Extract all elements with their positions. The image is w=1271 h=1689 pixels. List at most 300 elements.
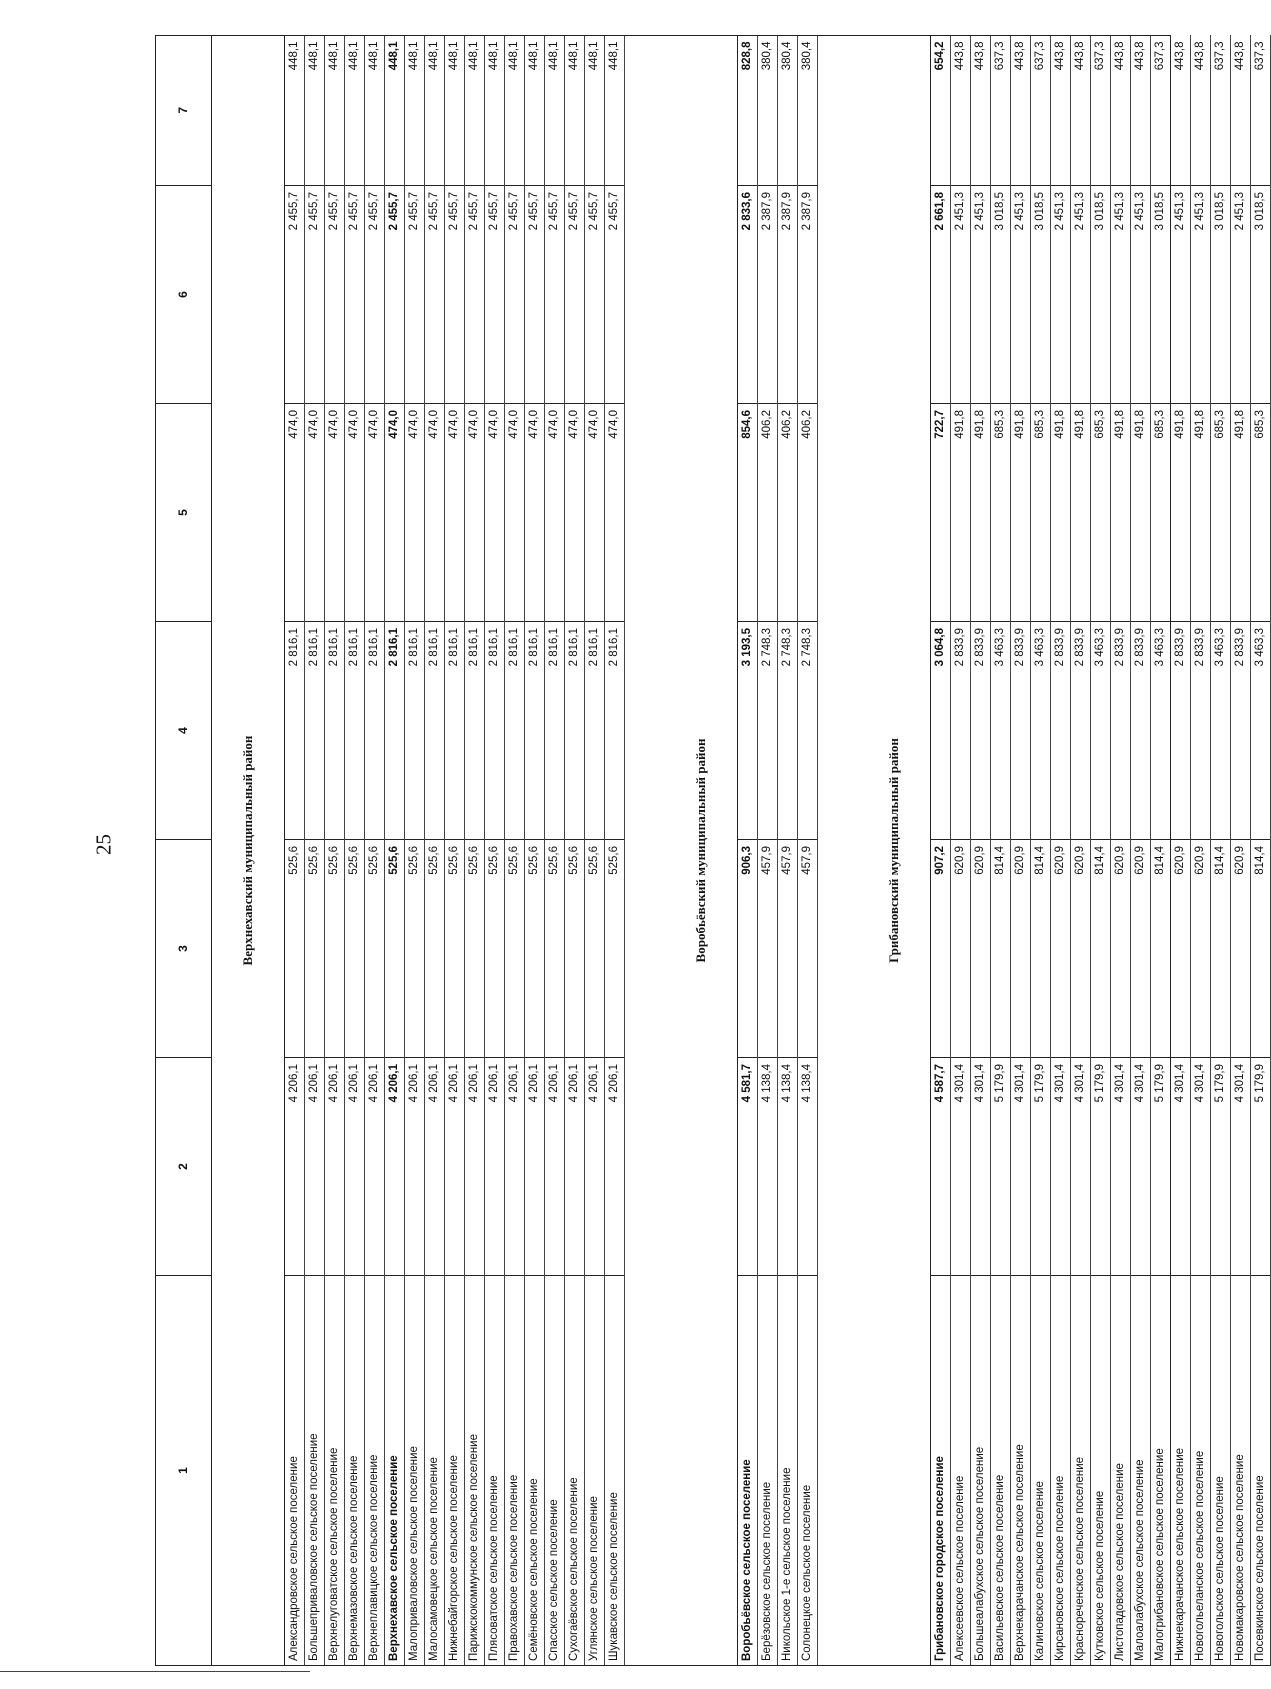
table-row [385,36,405,1666]
value-cell-c6: 2 455,7 [445,186,465,404]
value-cell-c3: 620,9 [951,840,971,1058]
table-row [365,36,385,1666]
value-cell-c7: 448,1 [465,36,485,186]
settlement-name: Верхнелуговатское сельское поселение [325,1276,345,1666]
section-title: Верхнехавский муниципальный район [240,735,255,966]
value-cell-c2: 4 206,1 [365,1058,385,1276]
value-cell-c4: 3 463,3 [1211,622,1231,840]
value-cell-c5: 491,8 [1071,404,1091,622]
value-cell-c5: 854,6 [738,404,758,622]
value-cell-c6: 2 455,7 [385,186,405,404]
value-cell-c2: 4 206,1 [385,1058,405,1276]
value-cell-c7: 380,4 [758,36,778,186]
value-cell-c7: 448,1 [505,36,525,186]
value-cell-c7: 448,1 [545,36,565,186]
settlement-name: Шукавское сельское поселение [605,1276,625,1666]
value-cell-c4: 2 833,9 [1011,622,1031,840]
table-row [931,36,951,1666]
value-cell-c3: 525,6 [525,840,545,1058]
value-cell-c2: 5 179,9 [1091,1058,1111,1276]
value-cell-c5: 474,0 [285,404,305,622]
value-cell-c2: 5 179,9 [1251,1058,1271,1276]
value-cell-c4: 3 463,3 [1091,622,1111,840]
value-cell-c3: 814,4 [1251,840,1271,1058]
settlement-name: Спасское сельское поселение [545,1276,565,1666]
value-cell-c7: 448,1 [365,36,385,186]
value-cell-c3: 457,9 [778,840,798,1058]
value-cell-c5: 491,8 [1111,404,1131,622]
value-cell-c4: 2 833,9 [1131,622,1151,840]
table-row [545,36,565,1666]
value-cell-c4: 3 463,3 [1031,622,1051,840]
value-cell-c2: 4 301,4 [1131,1058,1151,1276]
value-cell-c2: 4 301,4 [1191,1058,1211,1276]
value-cell-c4: 2 748,3 [798,622,818,840]
column-header: 2 [156,1058,212,1276]
value-cell-c7: 448,1 [605,36,625,186]
table-row [585,36,605,1666]
settlement-name: Новогольеланское сельское поселение [1191,1276,1211,1666]
value-cell-c2: 4 206,1 [305,1058,325,1276]
value-cell-c3: 620,9 [1011,840,1031,1058]
value-cell-c2: 4 206,1 [345,1058,365,1276]
settlement-name: Нижнекарачанское сельское поселение [1171,1276,1191,1666]
value-cell-c7: 448,1 [565,36,585,186]
value-cell-c4: 2 816,1 [405,622,425,840]
value-cell-c4: 2 833,9 [1171,622,1191,840]
value-cell-c6: 2 833,6 [738,186,758,404]
value-cell-c4: 2 816,1 [505,622,525,840]
value-cell-c5: 685,3 [991,404,1011,622]
value-cell-c4: 2 816,1 [565,622,585,840]
value-cell-c6: 3 018,5 [1151,186,1171,404]
settlement-name: Посевкинское сельское поселение [1251,1276,1271,1666]
settlement-name: Большеприваловское сельское поселение [305,1276,325,1666]
value-cell-c6: 2 455,7 [325,186,345,404]
value-cell-c6: 2 451,3 [971,186,991,404]
value-cell-c4: 2 816,1 [325,622,345,840]
value-cell-c4: 2 748,3 [778,622,798,840]
value-cell-c7: 443,8 [951,36,971,186]
value-cell-c7: 637,3 [1211,36,1231,186]
value-cell-c4: 2 816,1 [545,622,565,840]
value-cell-c4: 2 816,1 [525,622,545,840]
value-cell-c2: 4 206,1 [485,1058,505,1276]
value-cell-c5: 474,0 [385,404,405,622]
table-row [951,36,971,1666]
value-cell-c5: 406,2 [798,404,818,622]
table-row [778,36,798,1666]
value-cell-c5: 491,8 [1191,404,1211,622]
value-cell-c7: 828,8 [738,36,758,186]
value-cell-c5: 491,8 [1051,404,1071,622]
table-row [1131,36,1151,1666]
value-cell-c3: 620,9 [971,840,991,1058]
value-cell-c6: 2 451,3 [951,186,971,404]
value-cell-c6: 3 018,5 [1251,186,1271,404]
value-cell-c6: 2 451,3 [1051,186,1071,404]
value-cell-c4: 3 463,3 [1151,622,1171,840]
value-cell-c6: 2 661,8 [931,186,951,404]
table-row [1051,36,1071,1666]
table-row [605,36,625,1666]
value-cell-c3: 620,9 [1231,840,1251,1058]
settlement-name: Верхнеплавицкое сельское поселение [365,1276,385,1666]
section-title: Грибановский муниципальный район [886,738,901,963]
value-cell-c4: 2 833,9 [1051,622,1071,840]
table-row [305,36,325,1666]
value-cell-c5: 722,7 [931,404,951,622]
value-cell-c3: 814,4 [991,840,1011,1058]
value-cell-c5: 685,3 [1031,404,1051,622]
column-header: 4 [156,622,212,840]
value-cell-c2: 4 301,4 [971,1058,991,1276]
value-cell-c7: 443,8 [1231,36,1251,186]
value-cell-c6: 2 451,3 [1071,186,1091,404]
value-cell-c6: 2 455,7 [505,186,525,404]
table-row [345,36,365,1666]
value-cell-c4: 3 463,3 [1251,622,1271,840]
data-table [155,36,1271,1667]
value-cell-c6: 3 018,5 [1211,186,1231,404]
value-cell-c3: 525,6 [465,840,485,1058]
settlement-name: Парижскокоммунское сельское поселение [465,1276,485,1666]
value-cell-c7: 448,1 [485,36,505,186]
settlement-name: Калиновское сельское поселение [1031,1276,1051,1666]
value-cell-c7: 637,3 [1151,36,1171,186]
value-cell-c5: 474,0 [605,404,625,622]
value-cell-c4: 2 816,1 [485,622,505,840]
value-cell-c7: 637,3 [1251,36,1271,186]
bottom-rule [0,1671,310,1672]
value-cell-c5: 491,8 [1131,404,1151,622]
value-cell-c2: 4 587,7 [931,1058,951,1276]
value-cell-c5: 474,0 [485,404,505,622]
value-cell-c3: 620,9 [1071,840,1091,1058]
settlement-name: Семёновское сельское поселение [525,1276,545,1666]
settlement-name: Александровское сельское поселение [285,1276,305,1666]
value-cell-c6: 2 455,7 [585,186,605,404]
section-spacer [625,36,666,1666]
value-cell-c6: 2 451,3 [1011,186,1031,404]
value-cell-c4: 2 833,9 [1111,622,1131,840]
value-cell-c2: 4 206,1 [505,1058,525,1276]
table-row [285,36,305,1666]
settlement-name: Воробьёвское сельское поселение [738,1276,758,1666]
section-title: Воробьёвский муниципальный район [693,738,708,963]
settlement-name: Никольское 1-е сельское поселение [778,1276,798,1666]
value-cell-c5: 685,3 [1091,404,1111,622]
value-cell-c7: 448,1 [445,36,465,186]
value-cell-c2: 4 138,4 [778,1058,798,1276]
value-cell-c2: 4 301,4 [1011,1058,1031,1276]
value-cell-c3: 457,9 [798,840,818,1058]
value-cell-c4: 3 463,3 [991,622,1011,840]
value-cell-c5: 474,0 [425,404,445,622]
value-cell-c5: 491,8 [971,404,991,622]
settlement-name: Васильевское сельское поселение [991,1276,1011,1666]
value-cell-c3: 525,6 [485,840,505,1058]
table-row [758,36,778,1666]
value-cell-c4: 2 833,9 [951,622,971,840]
value-cell-c6: 2 455,7 [405,186,425,404]
value-cell-c5: 685,3 [1251,404,1271,622]
value-cell-c2: 4 138,4 [798,1058,818,1276]
value-cell-c4: 3 064,8 [931,622,951,840]
value-cell-c6: 3 018,5 [1091,186,1111,404]
settlement-name: Новомакаровское сельское поселение [1231,1276,1251,1666]
value-cell-c4: 2 816,1 [445,622,465,840]
value-cell-c5: 474,0 [505,404,525,622]
page-number: 25 [91,834,116,855]
value-cell-c2: 5 179,9 [1031,1058,1051,1276]
value-cell-c6: 2 455,7 [345,186,365,404]
table-row [798,36,818,1666]
value-cell-c5: 406,2 [778,404,798,622]
value-cell-c3: 525,6 [505,840,525,1058]
value-cell-c3: 525,6 [605,840,625,1058]
value-cell-c6: 2 387,9 [798,186,818,404]
value-cell-c6: 3 018,5 [991,186,1011,404]
table-row [525,36,545,1666]
table-row [738,36,758,1666]
table-row [325,36,345,1666]
value-cell-c6: 2 455,7 [465,186,485,404]
value-cell-c2: 4 206,1 [425,1058,445,1276]
value-cell-c4: 2 816,1 [585,622,605,840]
value-cell-c6: 2 387,9 [778,186,798,404]
value-cell-c3: 525,6 [545,840,565,1058]
value-cell-c3: 525,6 [325,840,345,1058]
section-title-row [665,36,738,1666]
settlement-name: Солонецкое сельское поселение [798,1276,818,1666]
value-cell-c3: 620,9 [1051,840,1071,1058]
settlement-name: Большеалабухское сельское поселение [971,1276,991,1666]
value-cell-c7: 448,1 [425,36,445,186]
value-cell-c3: 814,4 [1151,840,1171,1058]
value-cell-c3: 525,6 [425,840,445,1058]
table-row [1011,36,1031,1666]
settlement-name: Правохавское сельское поселение [505,1276,525,1666]
value-cell-c5: 474,0 [345,404,365,622]
value-cell-c2: 4 301,4 [1231,1058,1251,1276]
table-row [465,36,485,1666]
value-cell-c4: 2 748,3 [758,622,778,840]
table-row [405,36,425,1666]
value-cell-c7: 380,4 [798,36,818,186]
value-cell-c6: 2 451,3 [1131,186,1151,404]
value-cell-c2: 4 206,1 [325,1058,345,1276]
spacer-cell [625,36,666,1666]
column-header: 6 [156,186,212,404]
value-cell-c5: 685,3 [1211,404,1231,622]
settlement-name: Краснореченское сельское поселение [1071,1276,1091,1666]
value-cell-c7: 443,8 [1131,36,1151,186]
value-cell-c3: 525,6 [385,840,405,1058]
settlement-name: Нижнебайгорское сельское поселение [445,1276,465,1666]
table-row [1091,36,1111,1666]
value-cell-c4: 2 833,9 [1191,622,1211,840]
value-cell-c7: 443,8 [1111,36,1131,186]
value-cell-c5: 474,0 [565,404,585,622]
table-row [1231,36,1251,1666]
table-row [991,36,1011,1666]
value-cell-c7: 448,1 [405,36,425,186]
value-cell-c5: 491,8 [951,404,971,622]
value-cell-c6: 2 455,7 [425,186,445,404]
value-cell-c5: 491,8 [1011,404,1031,622]
value-cell-c6: 2 455,7 [285,186,305,404]
value-cell-c3: 814,4 [1211,840,1231,1058]
value-cell-c7: 654,2 [931,36,951,186]
value-cell-c4: 2 816,1 [305,622,325,840]
table-row [1191,36,1211,1666]
value-cell-c6: 2 451,3 [1231,186,1251,404]
column-header: 1 [156,1276,212,1666]
value-cell-c4: 2 816,1 [605,622,625,840]
value-cell-c7: 448,1 [345,36,365,186]
value-cell-c2: 4 206,1 [445,1058,465,1276]
value-cell-c2: 4 138,4 [758,1058,778,1276]
value-cell-c5: 474,0 [545,404,565,622]
value-cell-c2: 4 206,1 [465,1058,485,1276]
value-cell-c7: 448,1 [585,36,605,186]
value-cell-c5: 474,0 [365,404,385,622]
value-cell-c4: 2 816,1 [425,622,445,840]
settlement-name: Верхнекарачанское сельское поселение [1011,1276,1031,1666]
value-cell-c4: 2 816,1 [365,622,385,840]
table-row [485,36,505,1666]
value-cell-c3: 525,6 [305,840,325,1058]
section-spacer [818,36,859,1666]
value-cell-c7: 380,4 [778,36,798,186]
column-header: 3 [156,840,212,1058]
value-cell-c7: 637,3 [1031,36,1051,186]
settlement-name: Верхнемазовское сельское поселение [345,1276,365,1666]
value-cell-c2: 4 301,4 [1071,1058,1091,1276]
value-cell-c3: 620,9 [1171,840,1191,1058]
value-cell-c7: 443,8 [1051,36,1071,186]
settlement-name: Листопадовское сельское поселение [1111,1276,1131,1666]
value-cell-c5: 491,8 [1231,404,1251,622]
value-cell-c6: 2 387,9 [758,186,778,404]
value-cell-c2: 4 301,4 [951,1058,971,1276]
table-row [1251,36,1271,1666]
value-cell-c5: 474,0 [305,404,325,622]
value-cell-c2: 4 301,4 [1051,1058,1071,1276]
value-cell-c6: 2 451,3 [1171,186,1191,404]
value-cell-c4: 2 833,9 [971,622,991,840]
settlement-name: Плясоватское сельское поселение [485,1276,505,1666]
table-row [505,36,525,1666]
table-row [971,36,991,1666]
value-cell-c3: 814,4 [1091,840,1111,1058]
value-cell-c3: 620,9 [1111,840,1131,1058]
value-cell-c5: 474,0 [585,404,605,622]
table-row [1211,36,1231,1666]
settlement-name: Кутковское сельское поселение [1091,1276,1111,1666]
settlement-name: Малогрибановское сельское поселение [1151,1276,1171,1666]
value-cell-c2: 4 581,7 [738,1058,758,1276]
value-cell-c3: 525,6 [285,840,305,1058]
value-cell-c7: 448,1 [285,36,305,186]
value-cell-c5: 474,0 [445,404,465,622]
value-cell-c7: 448,1 [385,36,405,186]
value-cell-c6: 2 455,7 [545,186,565,404]
table-row [565,36,585,1666]
value-cell-c3: 525,6 [405,840,425,1058]
settlement-name: Новогольское сельское поселение [1211,1276,1231,1666]
value-cell-c5: 491,8 [1171,404,1191,622]
value-cell-c7: 443,8 [971,36,991,186]
value-cell-c7: 448,1 [305,36,325,186]
value-cell-c2: 5 179,9 [1151,1058,1171,1276]
value-cell-c3: 907,2 [931,840,951,1058]
value-cell-c5: 474,0 [405,404,425,622]
value-cell-c7: 448,1 [525,36,545,186]
value-cell-c3: 525,6 [445,840,465,1058]
column-header-row [156,36,212,1666]
value-cell-c5: 474,0 [325,404,345,622]
value-cell-c7: 637,3 [991,36,1011,186]
value-cell-c2: 4 206,1 [545,1058,565,1276]
table-row [445,36,465,1666]
table-row [1071,36,1091,1666]
table-row [1111,36,1131,1666]
settlement-name: Сухогаёвское сельское поселение [565,1276,585,1666]
value-cell-c3: 525,6 [565,840,585,1058]
value-cell-c7: 637,3 [1091,36,1111,186]
value-cell-c6: 3 018,5 [1031,186,1051,404]
value-cell-c3: 457,9 [758,840,778,1058]
value-cell-c2: 4 206,1 [605,1058,625,1276]
value-cell-c4: 2 833,9 [1071,622,1091,840]
value-cell-c7: 443,8 [1071,36,1091,186]
value-cell-c2: 4 301,4 [1111,1058,1131,1276]
value-cell-c2: 5 179,9 [1211,1058,1231,1276]
value-cell-c7: 448,1 [325,36,345,186]
settlement-name: Малосамовецкое сельское поселение [425,1276,445,1666]
value-cell-c2: 4 206,1 [525,1058,545,1276]
value-cell-c4: 2 816,1 [345,622,365,840]
settlement-name: Малоалабухское сельское поселение [1131,1276,1151,1666]
settlement-name: Малоприваловское сельское поселение [405,1276,425,1666]
value-cell-c5: 474,0 [525,404,545,622]
value-cell-c4: 2 833,9 [1231,622,1251,840]
value-cell-c7: 443,8 [1191,36,1211,186]
settlement-name: Берёзовское сельское поселение [758,1276,778,1666]
value-cell-c6: 2 455,7 [485,186,505,404]
table-row [425,36,445,1666]
value-cell-c5: 474,0 [465,404,485,622]
table-row [1151,36,1171,1666]
value-cell-c5: 685,3 [1151,404,1171,622]
value-cell-c7: 443,8 [1171,36,1191,186]
value-cell-c4: 2 816,1 [385,622,405,840]
value-cell-c6: 2 455,7 [605,186,625,404]
value-cell-c2: 4 206,1 [565,1058,585,1276]
column-header: 5 [156,404,212,622]
value-cell-c4: 2 816,1 [465,622,485,840]
section-title-row [858,36,931,1666]
rotated-table-container [155,36,1266,1666]
value-cell-c3: 525,6 [365,840,385,1058]
value-cell-c6: 2 455,7 [565,186,585,404]
value-cell-c3: 620,9 [1131,840,1151,1058]
section-title-row [212,36,285,1666]
value-cell-c2: 4 206,1 [405,1058,425,1276]
value-cell-c2: 4 301,4 [1171,1058,1191,1276]
